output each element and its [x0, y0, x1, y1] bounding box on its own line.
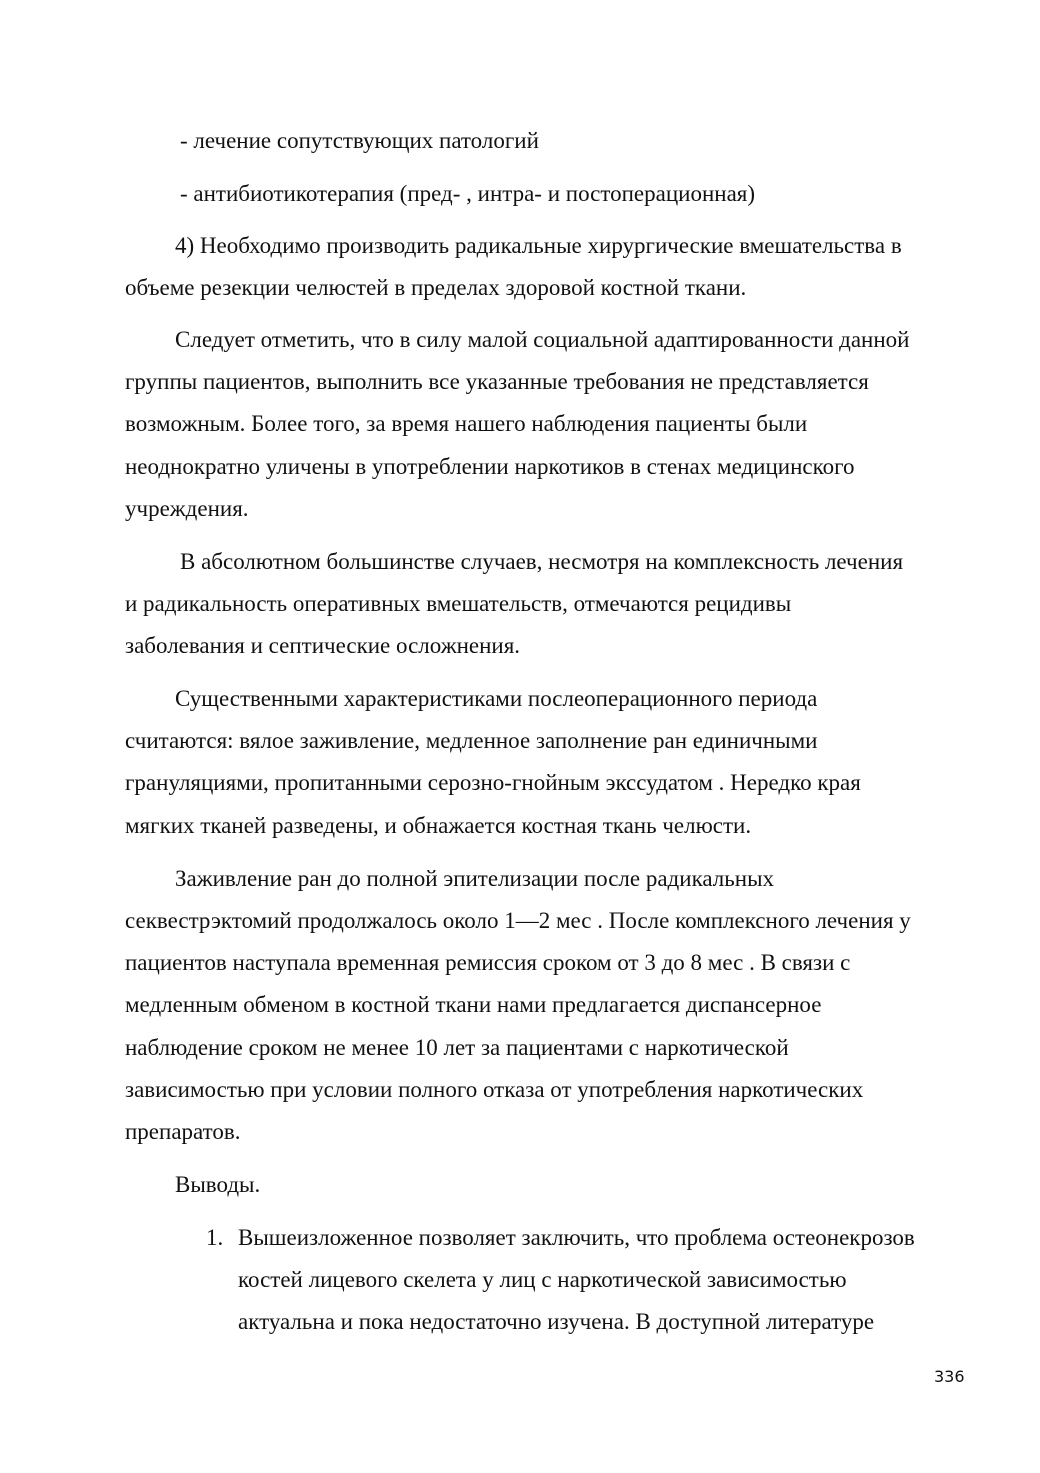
text-line: Существенными характеристиками послеоперационного периода — [175, 686, 818, 711]
text-line: препаратов. — [125, 1119, 241, 1144]
text-line: считаются: вялое заживление, медленное заполнение ран единичными — [125, 728, 818, 753]
text-line: мягких тканей разведены, и обнажается костная ткань челюсти. — [125, 813, 752, 838]
text-line: неоднократно уличены в употреблении наркотиков в стенах медицинского — [125, 454, 855, 479]
text-line: Следует отметить, что в силу малой социальной адаптированности данной — [175, 327, 910, 352]
list-item-line: Вышеизложенное позволяет заключить, что проблема остеонекрозов — [238, 1225, 915, 1250]
list-number: 1. — [206, 1225, 224, 1250]
bullet-line: - лечение сопутствующих патологий — [180, 128, 539, 153]
text-line: наблюдение сроком не менее 10 лет за пациентами с наркотической — [125, 1035, 789, 1060]
text-line: В абсолютном большинстве случаев, несмотря на комплексность лечения — [180, 549, 904, 574]
text-line: грануляциями, пропитанными серозно-гнойным экссудатом . Нередко края — [125, 770, 861, 795]
text-line: зависимостью при условии полного отказа от употребления наркотических — [125, 1077, 864, 1102]
page-number: 336 — [934, 1367, 965, 1386]
text-line: медленным обменом в костной ткани нами предлагается диспансерное — [125, 992, 822, 1017]
text-line: заболевания и септические осложнения. — [125, 633, 521, 658]
text-line: 4) Необходимо производить радикальные хирургические вмешательства в — [175, 233, 902, 258]
text-line: Заживление ран до полной эпителизации после радикальных — [175, 866, 775, 891]
text-line: и радикальность оперативных вмешательств, отмечаются рецидивы — [125, 591, 792, 616]
text-line: группы пациентов, выполнить все указанные требования не представляется — [125, 369, 869, 394]
list-item-line: костей лицевого скелета у лиц с наркотической зависимостью — [238, 1267, 847, 1292]
text-line: объеме резекции челюстей в пределах здоровой костной ткани. — [125, 275, 747, 300]
bullet-line: - антибиотикотерапия (пред- , интра- и постоперационная) — [180, 181, 756, 206]
text-line: возможным. Более того, за время нашего наблюдения пациенты были — [125, 411, 808, 436]
section-heading: Выводы. — [175, 1172, 261, 1197]
text-line: секвестрэктомий продолжалось около 1—2 мес . После комплексного лечения у — [125, 908, 911, 933]
list-item-line: актуальна и пока недостаточно изучена. В доступной литературе — [238, 1309, 875, 1334]
text-line: пациентов наступала временная ремиссия сроком от 3 до 8 мес . В связи с — [125, 950, 851, 975]
text-line: учреждения. — [125, 496, 249, 521]
